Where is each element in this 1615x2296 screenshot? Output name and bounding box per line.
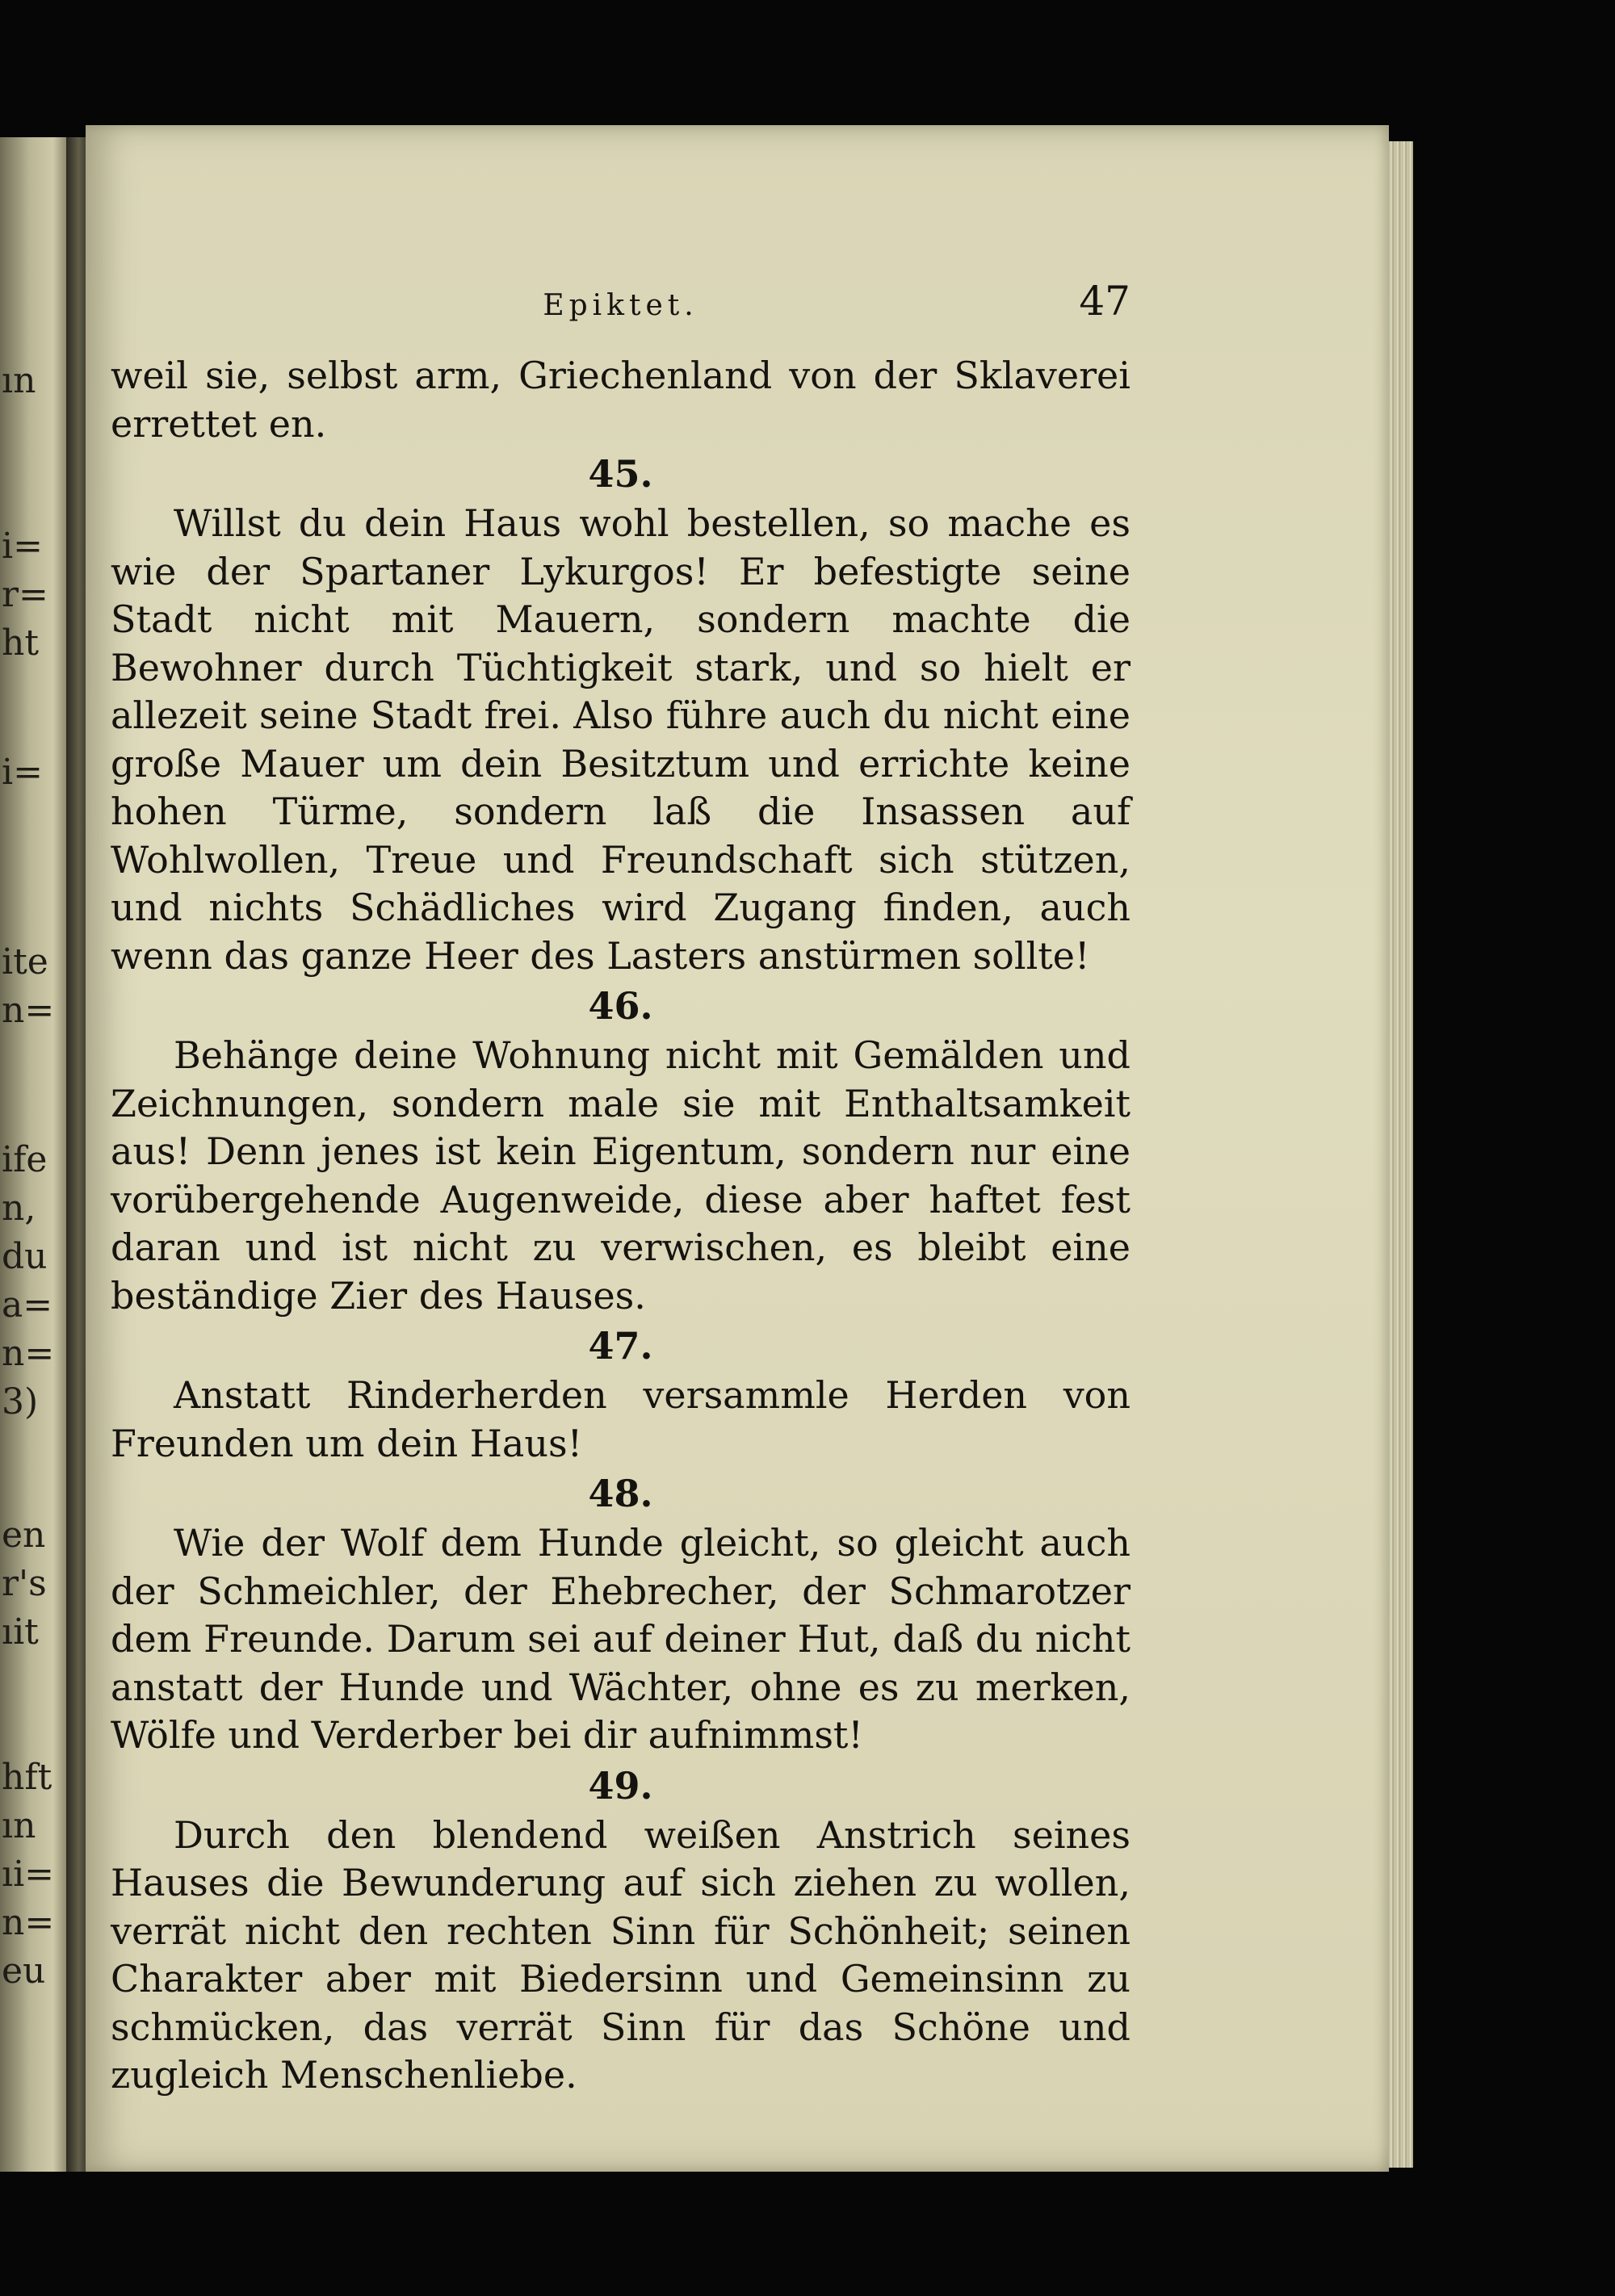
section-paragraph: Wie der Wolf dem Hunde gleicht, so gleicht auch der Schmeichler, der Ehebrecher, der Schmarotzer dem Freunde. Darum sei auf deiner Hut, daß du nicht anstatt der Hunde und Wächter, ohne es zu merken, Wölfe und Verderber bei dir aufnimmst! <box>111 1521 1130 1757</box>
left-page-fragment: r's <box>2 1563 47 1604</box>
left-page-fragment: du <box>2 1236 48 1277</box>
left-page-fragment: ın <box>2 1805 36 1846</box>
section-paragraph: Anstatt Rinderherden versammle Herden von Freunden um dein Haus! <box>111 1373 1130 1465</box>
left-page-fragment: 3) <box>2 1381 39 1422</box>
left-page-fragment: hft <box>2 1757 52 1798</box>
left-page-fragment: ıi= <box>2 1854 55 1895</box>
page-header <box>111 278 1130 331</box>
left-page-fragment: en <box>2 1515 46 1556</box>
section-number: 47. <box>588 1324 653 1368</box>
section-paragraph: Behänge deine Wohnung nicht mit Gemälden und Zeichnungen, sondern male sie mit Enthaltsamkeit aus! Denn jenes ist kein Eigentum, sondern nur eine vorübergehende Augenweide, diese aber haftet fest daran und ist nicht zu verwischen, es bleibt eine beständige Zier des Hauses. <box>111 1033 1130 1318</box>
section-number: 46. <box>588 984 653 1028</box>
section-paragraph: Willst du dein Haus wohl bestellen, so mache es wie der Spartaner Lykurgos! Er befestigte seine Stadt nicht mit Mauern, sondern machte die Bewohner durch Tüchtigkeit stark, und so hielt er allezeit seine Stadt frei. Also führe auch du nicht eine große Mauer um dein Besitztum und errichte keine hohen Türme, sondern laß die Insassen auf Wohlwollen, Treue und Freundschaft sich stützen, und nichts Schädliches wird Zugang finden, auch wenn das ganze Heer des Lasters anstürmen sollte! <box>111 501 1130 978</box>
left-page-fragment: ht <box>2 622 40 664</box>
left-page-fragment: r= <box>2 574 48 615</box>
section-paragraph: Durch den blendend weißen Anstrich seines Hauses die Bewunderung auf sich ziehen zu wollen, verrät nicht den rechten Sinn für Schönheit; seinen Charakter aber mit Biedersinn und Gemeinsinn zu schmücken, das verrät Sinn für das Schöne und zugleich Menschenliebe. <box>111 1812 1130 2097</box>
left-page-fragment: n, <box>2 1188 36 1229</box>
left-page-fragment: ın <box>2 360 36 401</box>
left-page-fragment: n= <box>2 1333 55 1374</box>
left-page-fragment: ife <box>2 1139 48 1180</box>
section-number: 45. <box>588 452 653 496</box>
page-number: 47 <box>1079 278 1130 325</box>
left-page-fragment: n= <box>2 1902 55 1943</box>
page-stack-edge <box>1389 141 1413 2168</box>
left-page-fragment: ite <box>2 941 48 983</box>
left-page-fragment: n= <box>2 990 55 1031</box>
left-page-fragment: i= <box>2 526 43 567</box>
continuation-paragraph: weil sie, selbst arm, Griechenland von der Sklaverei errettet en. <box>111 354 1130 446</box>
section-number: 49. <box>588 1763 653 1808</box>
left-page-edge <box>0 137 66 2172</box>
book-spine <box>66 137 87 2172</box>
running-head: Epiktet. <box>543 289 698 322</box>
section-number: 48. <box>588 1472 653 1515</box>
left-page-fragment: ıit <box>2 1611 39 1653</box>
left-page-fragment: a= <box>2 1284 53 1326</box>
left-page-fragment: eu <box>2 1950 46 1992</box>
left-page-fragment: i= <box>2 752 43 793</box>
